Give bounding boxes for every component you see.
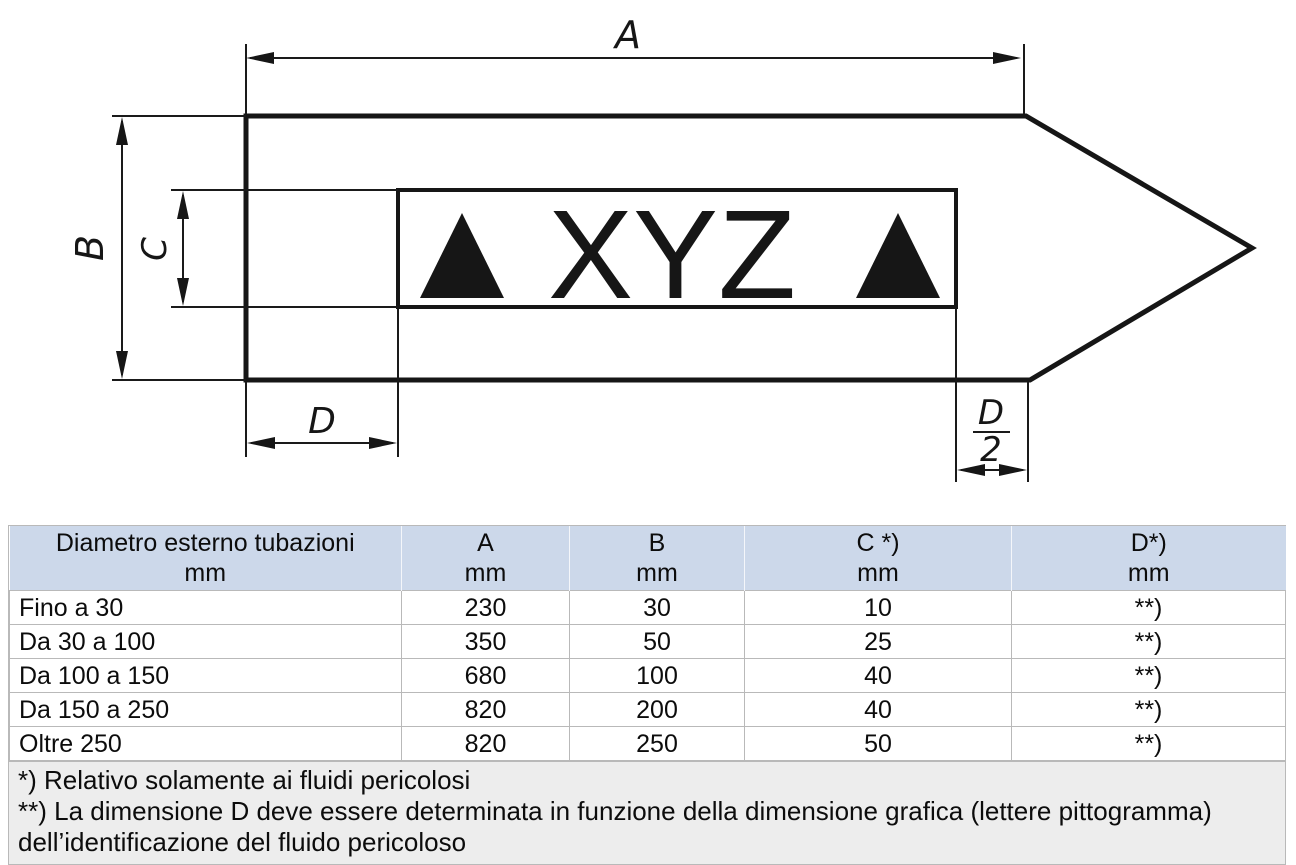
column-header-label: C *)	[856, 529, 900, 557]
table-row	[10, 693, 1286, 727]
table-row	[10, 591, 1286, 625]
arrowhead-b-top	[116, 117, 128, 145]
cell-a: 680	[402, 659, 570, 693]
cell-a: 820	[402, 693, 570, 727]
cell-diametro: Oltre 250	[10, 727, 402, 761]
arrowhead-c-bottom	[177, 278, 189, 306]
cell-b: 100	[570, 659, 745, 693]
cell-diametro: Fino a 30	[10, 591, 402, 625]
cell-b: 200	[570, 693, 745, 727]
column-header-a	[402, 526, 570, 591]
cell-d: **)	[1012, 625, 1286, 659]
column-header-d	[1012, 526, 1286, 591]
table-row	[10, 727, 1286, 761]
column-header-label: D*)	[1130, 529, 1167, 557]
arrowhead-d-left	[247, 437, 275, 449]
cell-c: 50	[745, 727, 1012, 761]
cell-d: **)	[1012, 693, 1286, 727]
arrowhead-c-top	[177, 191, 189, 219]
dim-label-c: C	[135, 237, 175, 261]
column-header-unit: mm	[857, 559, 899, 587]
arrowhead-a-right	[993, 52, 1021, 64]
dim-label-d: D	[308, 401, 336, 442]
column-header-unit: mm	[184, 559, 227, 587]
table-header-row	[10, 526, 1286, 591]
footnote-double-asterisk-line2: dell’identificazione del fluido pericoloso	[18, 827, 467, 857]
footnote-double-asterisk-line1: **) La dimensione D deve essere determinata in funzione della dimensione grafica (lettere pittogramma)	[18, 796, 1212, 826]
cell-c: 40	[745, 659, 1012, 693]
cell-a: 350	[402, 625, 570, 659]
dim-label-dhalf-denominator: 2	[980, 430, 1002, 470]
column-header-label: A	[477, 529, 494, 557]
cell-diametro: Da 150 a 250	[10, 693, 402, 727]
cell-diametro: Da 30 a 100	[10, 625, 402, 659]
cell-d: **)	[1012, 591, 1286, 625]
column-header-unit: mm	[1127, 559, 1170, 587]
cell-d: **)	[1012, 727, 1286, 761]
cell-c: 40	[745, 693, 1012, 727]
cell-b: 250	[570, 727, 745, 761]
column-header-unit: mm	[636, 559, 678, 587]
cell-c: 25	[745, 625, 1012, 659]
column-header-label: B	[648, 529, 666, 557]
footnotes	[9, 761, 1285, 864]
cell-b: 50	[570, 625, 745, 659]
footnote-asterisk: *) Relativo solamente ai fluidi pericolosi	[18, 765, 471, 795]
column-header-unit: mm	[464, 559, 507, 587]
marker-fluid-text: XYZ	[548, 184, 796, 325]
cell-c: 10	[745, 591, 1012, 625]
table-row	[10, 659, 1286, 693]
column-header-label: Diametro esterno tubazioni	[55, 529, 355, 557]
column-header-b	[570, 526, 745, 591]
column-header-c	[745, 526, 1012, 591]
cell-a: 820	[402, 727, 570, 761]
cell-d: **)	[1012, 659, 1286, 693]
column-header-diametro	[10, 526, 402, 591]
arrowhead-a-left	[246, 52, 274, 64]
dim-label-b: B	[68, 234, 112, 262]
arrowhead-dhalf-right	[999, 464, 1027, 476]
cell-a: 230	[402, 591, 570, 625]
cell-b: 30	[570, 591, 745, 625]
table-row	[10, 625, 1286, 659]
dimensions-table	[8, 525, 1286, 865]
arrowhead-d-right	[369, 437, 397, 449]
dim-label-dhalf-numerator: D	[977, 393, 1005, 433]
cell-diametro: Da 100 a 150	[10, 659, 402, 693]
arrowhead-b-bottom	[116, 351, 128, 379]
dim-label-a: A	[615, 13, 641, 57]
